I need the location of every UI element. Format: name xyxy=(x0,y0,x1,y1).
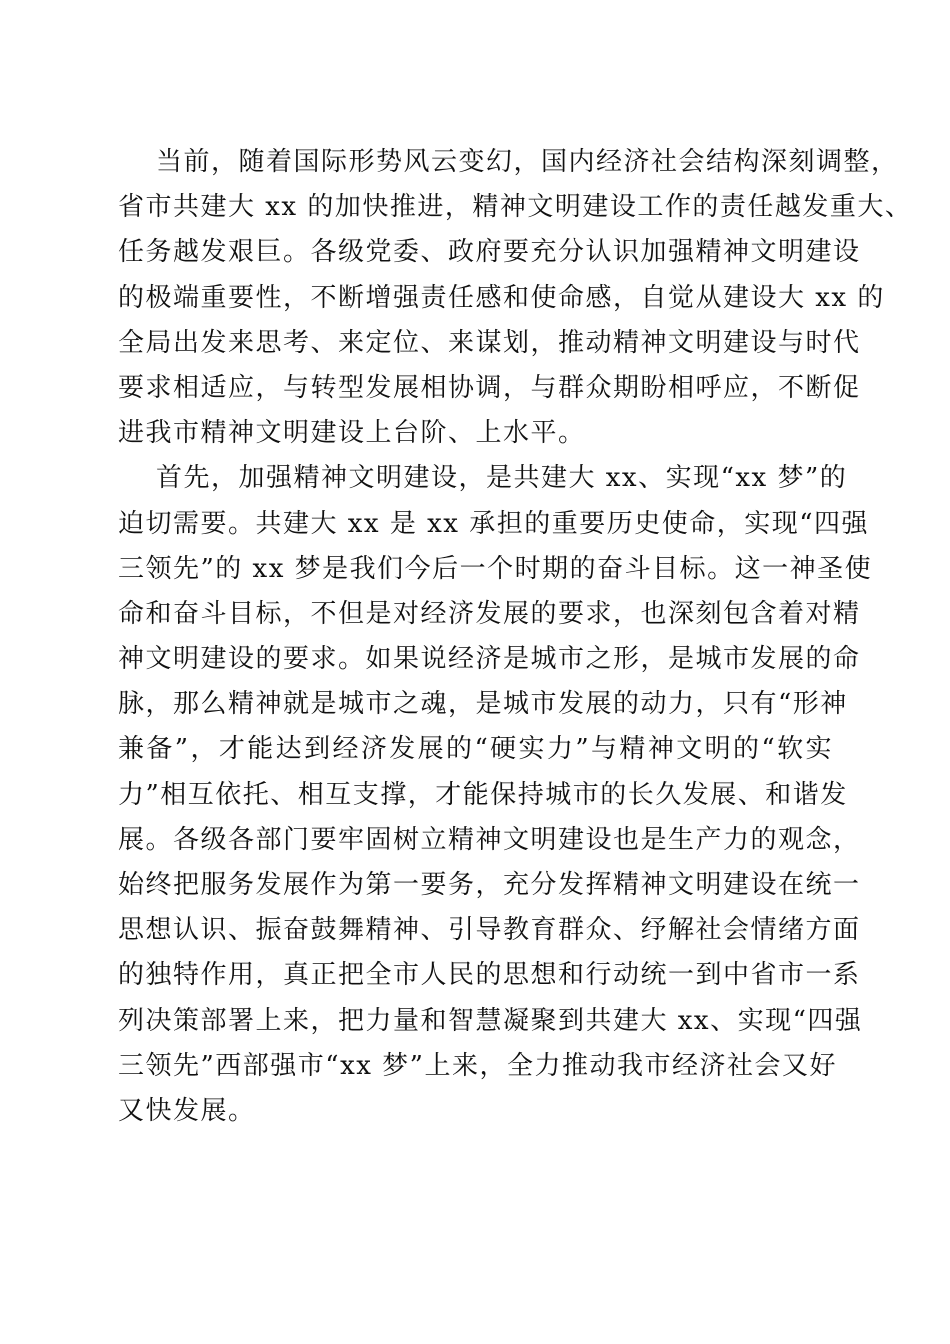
text-line: 脉，那么精神就是城市之魂，是城市发展的动力，只有“形神 xyxy=(118,689,848,720)
text-line: 三领先”的 xx 梦是我们今后一个时期的奋斗目标。这一神圣使 xyxy=(118,553,873,584)
text-line: 全局出发来思考、来定位、来谋划，推动精神文明建设与时代 xyxy=(118,327,861,358)
text-line: 的独特作用，真正把全市人民的思想和行动统一到中省市一系 xyxy=(118,960,861,991)
text-line: 力”相互依托、相互支撑，才能保持城市的长久发展、和谐发 xyxy=(118,779,848,810)
text-line: 进我市精神文明建设上台阶、上水平。 xyxy=(118,418,586,449)
text-line: 的极端重要性，不断增强责任感和使命感，自觉从建设大 xx 的 xyxy=(118,282,885,313)
text-line: 迫切需要。共建大 xx 是 xx 承担的重要历史使命，实现“四强 xyxy=(118,508,870,539)
text-line: 要求相适应，与转型发展相协调，与群众期盼相呼应，不断促 xyxy=(118,372,861,403)
text-line: 思想认识、振奋鼓舞精神、引导教育群众、纾解社会情绪方面 xyxy=(118,915,861,946)
paragraph-2 xyxy=(118,456,873,1134)
text-line: 命和奋斗目标，不但是对经济发展的要求，也深刻包含着对精 xyxy=(118,598,861,629)
text-line: 任务越发艰巨。各级党委、政府要充分认识加强精神文明建设 xyxy=(118,237,861,268)
text-line: 展。各级各部门要牢固树立精神文明建设也是生产力的观念， xyxy=(118,824,861,855)
text-line: 神文明建设的要求。如果说经济是城市之形，是城市发展的命 xyxy=(118,644,861,675)
text-line: 又快发展。 xyxy=(118,1095,256,1126)
text-line: 列决策部署上来，把力量和智慧凝聚到共建大 xx、实现“四强 xyxy=(118,1005,863,1036)
document-body xyxy=(118,140,913,1134)
text-line: 兼备”，才能达到经济发展的“硬实力”与精神文明的“软实 xyxy=(118,734,833,765)
paragraph-1 xyxy=(118,140,913,456)
text-line: 始终把服务发展作为第一要务，充分发挥精神文明建设在统一 xyxy=(118,870,861,900)
text-line: 三领先”西部强市“xx 梦”上来，全力推动我市经济社会又好 xyxy=(118,1050,837,1081)
text-line: 首先，加强精神文明建设，是共建大 xx、实现“xx 梦”的 xyxy=(156,463,848,494)
text-line: 省市共建大 xx 的加快推进，精神文明建设工作的责任越发重大、 xyxy=(118,192,913,223)
text-line: 当前，随着国际形势风云变幻，国内经济社会结构深刻调整， xyxy=(156,147,899,177)
